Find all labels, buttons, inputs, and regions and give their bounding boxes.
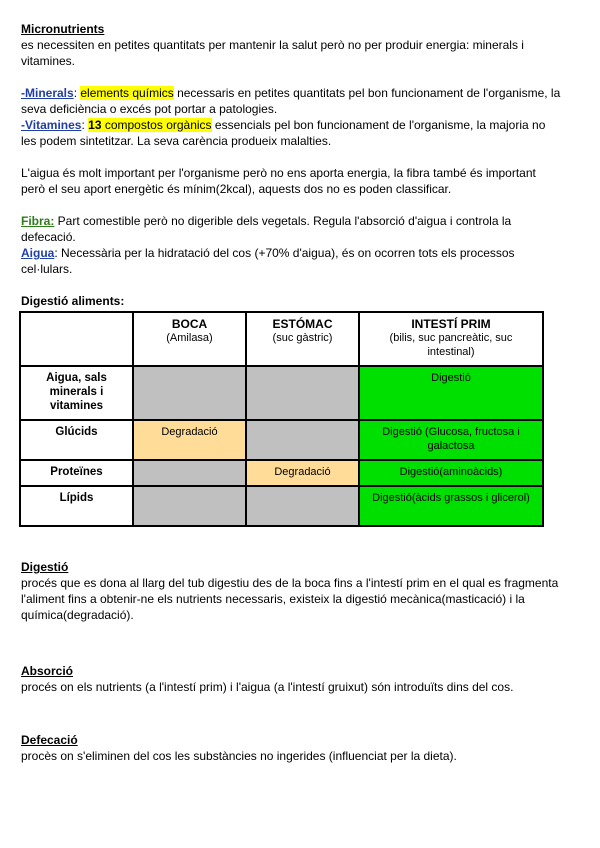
header-sub: (suc gàstric) <box>272 332 333 344</box>
table-cell: Degradació <box>246 460 359 486</box>
table-cell <box>246 486 359 526</box>
table-row <box>20 420 543 460</box>
table-row <box>20 366 543 420</box>
header-estomac <box>246 312 359 366</box>
digestio-title: Digestió <box>21 560 69 574</box>
vitamines-highlight-num: 13 <box>88 118 102 132</box>
water-fiber-note: L'aigua és molt important per l'organisme però no ens aporta energia, la fibra també és important però el seu aport energètic és mínim(2kcal), aquests dos no es poden classificar. <box>21 166 536 196</box>
digestio-body: procés que es dona al llarg del tub digestiu des de la boca fins a l'intestí prim en el qual es fragmenta l'aliment fins a obtenir-ne els nutrients necessaris, existeix la digestió mecànica(masticació) i la química(degradació). <box>21 576 559 622</box>
minerals-text: necessaris en petites quantitats pel bon funcionament de l'organisme, la seva deficiència o excés pot portar a patologies. <box>21 86 561 116</box>
absorcio-body: procés on els nutrients (a l'intestí prim) i l'aigua (a l'intestí gruixut) són introduïts dins del cos. <box>21 680 514 694</box>
table-cell <box>246 420 359 460</box>
absorcio-section <box>21 663 561 695</box>
table-cell: Digestió(aminoàcids) <box>359 460 543 486</box>
minerals-label[interactable]: -Minerals <box>21 86 74 100</box>
table-cell <box>133 366 246 420</box>
defecacio-body: procès on s'eliminen del cos les substàncies no ingerides (influenciat per la dieta). <box>21 749 457 763</box>
header-name: BOCA <box>171 317 208 331</box>
table-cell: Degradació <box>133 420 246 460</box>
defecacio-title: Defecació <box>21 733 78 747</box>
minerals-highlight: elements químics <box>80 86 174 100</box>
table-caption: Digestió aliments: <box>21 294 125 308</box>
vitamines-sep: : <box>81 118 89 132</box>
micronutrients-title: Micronutrients <box>21 22 105 36</box>
fibra-text: Part comestible però no digerible dels vegetals. Regula l'absorció d'aigua i controla la defecació. <box>21 214 512 244</box>
row-label: Lípids <box>20 486 133 526</box>
row-label: Glúcids <box>20 420 133 460</box>
aigua-label[interactable]: Aigua <box>21 246 55 260</box>
digestion-table <box>19 311 544 527</box>
vitamines-paragraph <box>21 117 561 149</box>
table-cell <box>246 366 359 420</box>
fibra-paragraph <box>21 213 561 245</box>
header-intesti-prim <box>359 312 543 366</box>
vitamines-highlight-text: compostos orgànics <box>101 118 212 132</box>
defecacio-section <box>21 732 561 764</box>
header-sub: (bilis, suc pancreàtic, suc intestinal) <box>389 332 513 358</box>
row-label: Aigua, sals minerals i vitamines <box>20 366 133 420</box>
table-cell <box>133 460 246 486</box>
minerals-sep: : <box>73 86 81 100</box>
micronutrients-section <box>21 21 561 69</box>
vitamines-text: essencials pel bon funcionament de l'organisme, la majoria no les podem sintetitzar. La seva carència produeix malalties. <box>21 118 546 148</box>
table-cell: Digestió (Glucosa, fructosa i galactosa <box>359 420 543 460</box>
table-header-row <box>20 312 543 366</box>
header-sub: (Amilasa) <box>166 332 213 344</box>
digestio-section <box>21 559 561 623</box>
table-cell <box>133 486 246 526</box>
micronutrients-body: es necessiten en petites quantitats per mantenir la salut però no per produir energia: minerals i vitamines. <box>21 38 524 68</box>
header-corner <box>20 312 133 366</box>
vitamines-label[interactable]: -Vitamines <box>21 118 82 132</box>
aigua-text: : Necessària per la hidratació del cos (+70% d'aigua), és on ocorren tots els processos cel·lulars. <box>21 246 515 276</box>
table-cell: Digestió <box>359 366 543 420</box>
absorcio-title: Absorció <box>21 664 74 678</box>
header-boca <box>133 312 246 366</box>
table-cell: Digestió(àcids grassos i glicerol) <box>359 486 543 526</box>
header-name: INTESTÍ PRIM <box>411 317 491 331</box>
minerals-paragraph <box>21 85 561 117</box>
header-name: ESTÓMAC <box>272 317 333 331</box>
aigua-paragraph <box>21 245 561 277</box>
fibra-label[interactable]: Fibra: <box>21 214 55 228</box>
table-row <box>20 460 543 486</box>
table-row <box>20 486 543 526</box>
row-label: Proteïnes <box>20 460 133 486</box>
